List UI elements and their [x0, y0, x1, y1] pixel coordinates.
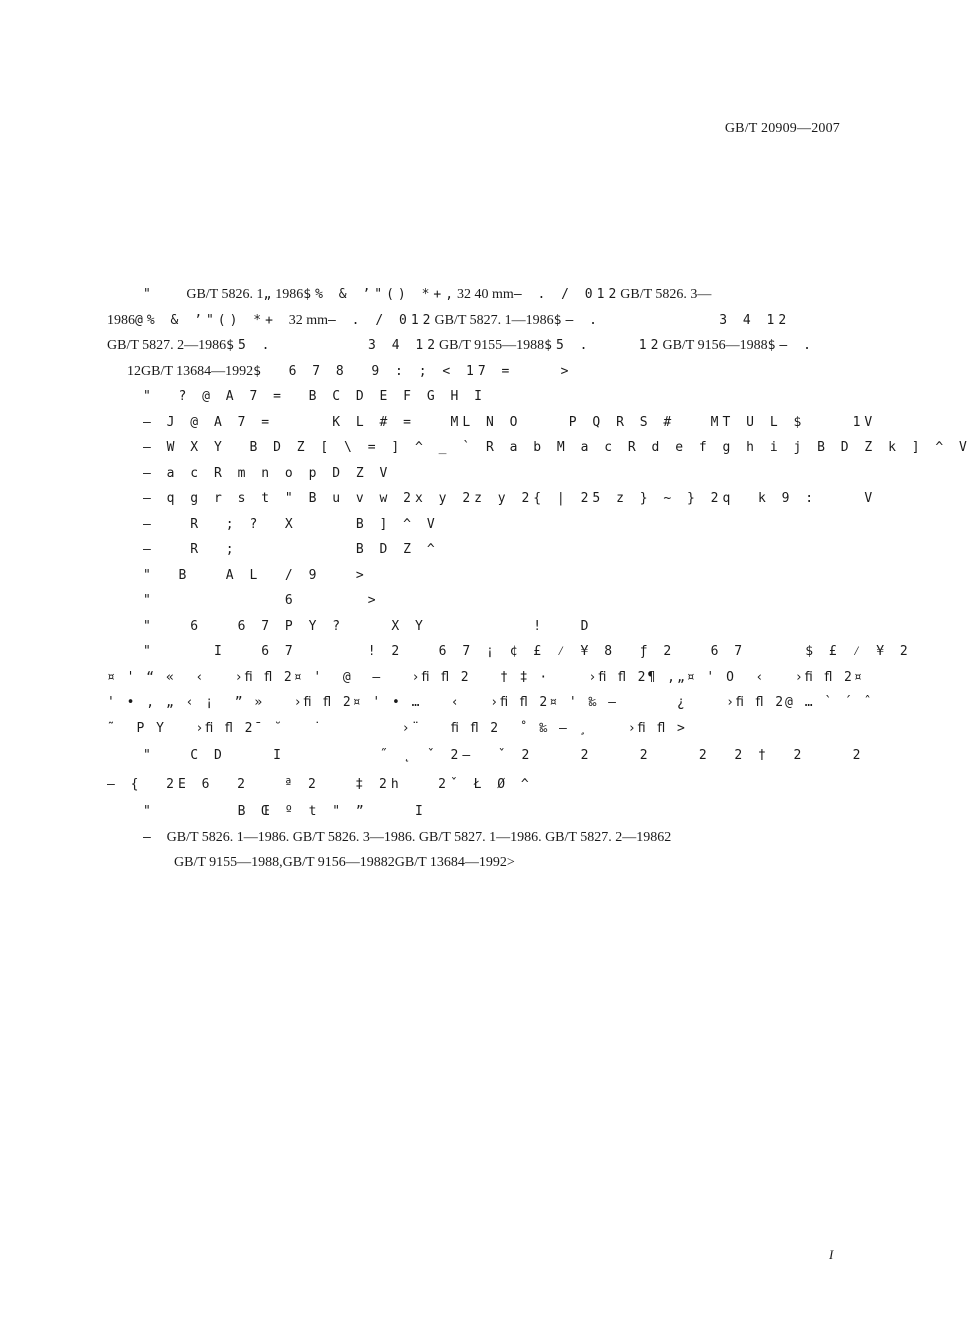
- text-run: $5 . 12: [544, 338, 663, 353]
- text-line: [107, 282, 849, 308]
- text-line: [107, 614, 849, 640]
- text-run: " 6 6 7 P Y ? X Y ! D: [143, 618, 593, 634]
- text-line: [107, 308, 849, 334]
- text-line: [107, 537, 849, 563]
- text-run: — . / 012: [513, 287, 621, 302]
- text-run: $5 . 3 4 12: [226, 338, 440, 353]
- text-line: [107, 850, 849, 876]
- text-run: " 6 >: [143, 593, 380, 608]
- text-run: " ? @ A 7 = B C D E F G H I: [143, 389, 486, 404]
- text-run: " I 6 7 ! 2 6 7 ¡ ¢ £ ⁄ ¥ 8 ƒ 2 6 7 $ £ ⁄ ¥ 2: [143, 644, 912, 659]
- text-line: [107, 665, 864, 691]
- text-run: ¤ ' “ « ‹ ›ﬁ ﬂ 2¤ ' @ – ›ﬁ ﬂ 2 † ‡ · ›ﬁ ﬂ 2¶ ‚„¤ ' O ‹ ›ﬁ ﬂ 2¤: [107, 669, 864, 685]
- standard-number: GB/T 20909—2007: [724, 121, 840, 136]
- text-run: — R ; ? X B ] ^ V: [143, 516, 439, 532]
- text-run: 32 mm: [288, 312, 329, 328]
- text-line: [107, 384, 849, 410]
- text-run: 12GB/T 13684—1992: [127, 363, 254, 379]
- text-line: [107, 825, 849, 851]
- text-run: 1986: [275, 287, 304, 302]
- text-run: " B A L / 9 >: [143, 567, 368, 583]
- text-run: $— . 3 4 12: [553, 312, 791, 328]
- text-run: GB/T 9156—1988: [662, 338, 768, 353]
- text-line: [107, 486, 877, 512]
- text-run: ˜ P Y ›ﬁ ﬂ 2ˉ ˘ ˙ ›¨ ﬁ ﬂ 2 ˚ ‰ — ¸ ›ﬁ ﬂ >: [107, 720, 687, 736]
- text-run: — . / 012: [328, 312, 435, 328]
- text-line: [107, 359, 849, 385]
- page-number: I: [829, 1247, 834, 1262]
- text-line: [107, 588, 849, 614]
- text-run: — W X Y B D Z [ \ = ] ^ _ ` R a b M a c R d e f g h i j B D Z k ] ^ V: [143, 440, 971, 455]
- text-line: [107, 333, 849, 359]
- text-line: [107, 512, 849, 538]
- text-line: [107, 770, 849, 799]
- text-run: GB/T 5827. 2—1986: [107, 338, 227, 353]
- text-run: GB/T 9155—1988: [439, 338, 545, 353]
- text-run: GB/T 13684—1992>: [394, 855, 515, 870]
- text-line: [107, 563, 849, 589]
- text-run: $ 6 7 8 9 : ; < 17 = >: [253, 363, 573, 379]
- text-line: [107, 741, 865, 770]
- text-run: —: [143, 829, 167, 845]
- text-run: $% & ’"() *+,: [303, 287, 458, 302]
- text-run: — q g r s t " B u v w 2x y 2z y 2{ | 25 z } ~ } 2q k 9 : V: [143, 491, 877, 506]
- text-run: " C D I ˝ ˛ ˇ 2— ˇ 2 2 2 2 2 † 2 2: [143, 748, 865, 763]
- text-run: " B Œ º t " ” I: [143, 804, 427, 819]
- text-line: [107, 435, 971, 461]
- text-run: GB/T 9155—1988,GB/T 9156—1988: [174, 855, 388, 870]
- text-line: [107, 461, 849, 487]
- text-run: $— .: [767, 338, 815, 353]
- text-line: [107, 799, 849, 825]
- text-run: ' • ‚ „ ‹ ¡ ” » ›ﬁ ﬂ 2¤ ' • … ‹ ›ﬁ ﬂ 2¤ ' ‰ — ¿ ›ﬁ ﬂ 2@ … ` ´ ˆ: [107, 695, 874, 710]
- text-line: [107, 639, 912, 665]
- text-run: GB/T 5826. 3—: [620, 287, 712, 302]
- text-run: @% & ’"() *+: [135, 312, 289, 328]
- text-run: — { 2E 6 2 ª 2 ‡ 2h 2ˇ Ł Ø ^: [107, 777, 533, 792]
- text-line: [107, 690, 874, 716]
- text-run: 32 40 mm: [457, 287, 514, 302]
- text-run: GB/T 5826. 1: [154, 287, 264, 302]
- text-run: 1986: [107, 312, 135, 328]
- text-run: GB/T 5827. 1—1986: [434, 312, 554, 328]
- text-run: — J @ A 7 = K L # = ML N O P Q R S # MT U L $ 1V: [143, 414, 877, 430]
- text-run: GB/T 5826. 1—1986. GB/T 5826. 3—1986. GB/T 5827. 1—1986. GB/T 5827. 2—19862: [166, 829, 672, 845]
- text-run: — R ; B D Z ^: [143, 542, 439, 557]
- foreword-body: [107, 282, 971, 876]
- text-line: [107, 716, 849, 742]
- text-run: ": [143, 287, 155, 302]
- text-line: [107, 410, 877, 436]
- text-run: „: [263, 287, 276, 302]
- text-run: — a c R m n o p D Z V: [143, 465, 392, 481]
- text-run: 2: [387, 855, 395, 870]
